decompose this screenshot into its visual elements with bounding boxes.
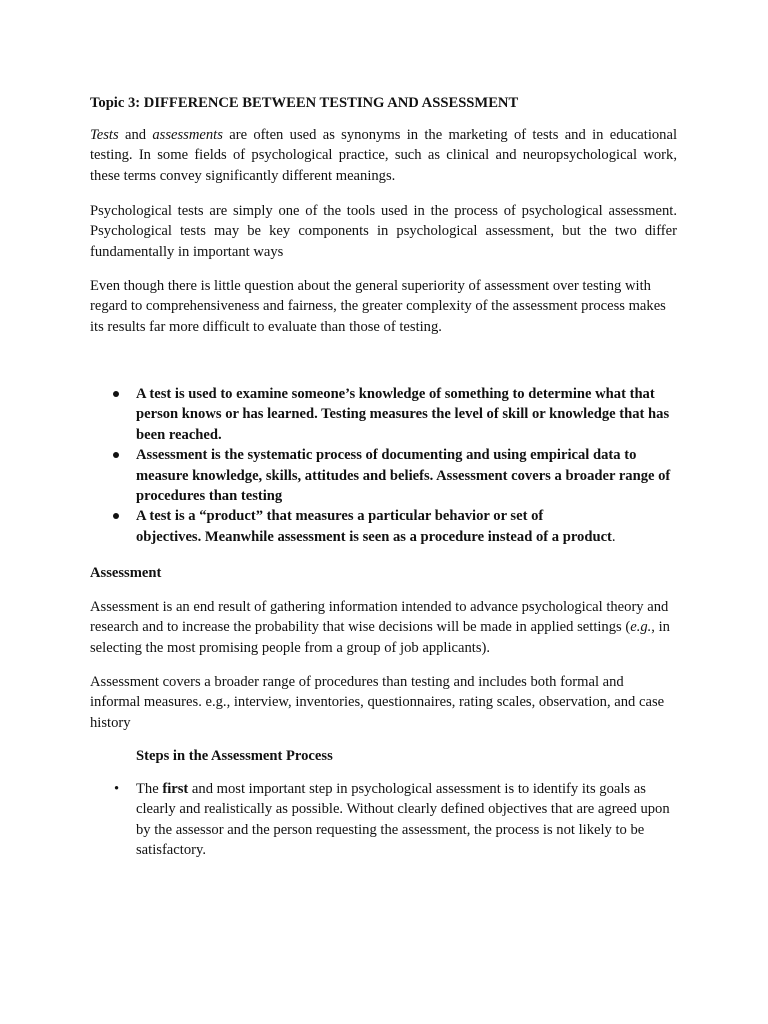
- list-item-text: Assessment is the systematic process of documenting and using empirical data to measure knowledge, skills, attitudes and beliefs. Assessment covers a broader range of procedures than testing: [136, 447, 671, 505]
- list-item-text-line1: A test is a “product” that measures a particular behavior or set of: [136, 508, 544, 525]
- paragraph-text: Assessment is an end result of gathering information intended to advance psychological theory and research and to increase the probability that wise decisions will be made in applied settings (: [90, 599, 669, 636]
- page-title: Topic 3: DIFFERENCE BETWEEN TESTING AND ASSESSMENT: [90, 95, 519, 111]
- list-item: [136, 506, 681, 547]
- step-text-rest: and most important step in psychological assessment is to identify its goals as clearly and realistically as possible. Without clearly defined objectives that are agreed upon by the assessor and the person requesting the assessment, the process is not likely to be satisfactory.: [136, 781, 670, 859]
- paragraph-tools: Psychological tests are simply one of the tools used in the process of psychological assessment. Psychological tests may be key components in psychological assessment, but the two differ fundamentally in important ways: [90, 203, 677, 260]
- list-item-period: .: [611, 528, 616, 545]
- list-item: [136, 384, 681, 445]
- list-item-text: A test is used to examine someone’s knowledge of something to determine what that person knows or has learned. Testing measures the level of skill or knowledge that has been reached.: [136, 386, 670, 443]
- paragraph-text: , in selecting the most promising people from a group of job applicants).: [90, 619, 670, 656]
- step-text-first: first: [162, 781, 189, 797]
- bullet-dot-icon: [113, 391, 119, 397]
- bullet-dot-icon: [113, 513, 119, 519]
- steps-heading: Steps in the Assessment Process: [136, 748, 333, 764]
- paragraph-text: are often used as synonyms in the marketing of tests and in educational testing. In some fields of psychological practice, such as clinical and neuropsychological work, these terms convey significantly different meanings.: [90, 127, 677, 184]
- list-item: [136, 445, 681, 506]
- step-text-pre: The: [136, 781, 163, 797]
- text-eg: e.g.: [630, 619, 652, 636]
- list-item-text-line2: objectives. Meanwhile assessment is seen as a procedure instead of a product: [136, 528, 612, 545]
- paragraph-superiority: Even though there is little question about the general superiority of assessment over testing with regard to comprehensiveness and fairness, the greater complexity of the assessment process makes its results far more difficult to evaluate than those of testing.: [90, 278, 666, 335]
- term-tests: Tests: [90, 127, 119, 143]
- assessment-heading: Assessment: [90, 565, 162, 581]
- paragraph-assessment-range: Assessment covers a broader range of procedures than testing and includes both formal and informal measures. e.g., interview, inventories, questionnaires, rating scales, observation, and case history: [90, 674, 665, 731]
- paragraph-tests-vs-assessments: [90, 125, 677, 186]
- bullet-dot-icon: [113, 452, 119, 458]
- bullet-icon: •: [114, 781, 120, 797]
- steps-list: [114, 779, 681, 861]
- term-assessments: assessments: [152, 127, 223, 143]
- text-and: and: [118, 127, 153, 143]
- list-item: [114, 779, 681, 861]
- difference-bullet-list: [136, 384, 681, 547]
- paragraph-assessment-definition: [90, 597, 670, 658]
